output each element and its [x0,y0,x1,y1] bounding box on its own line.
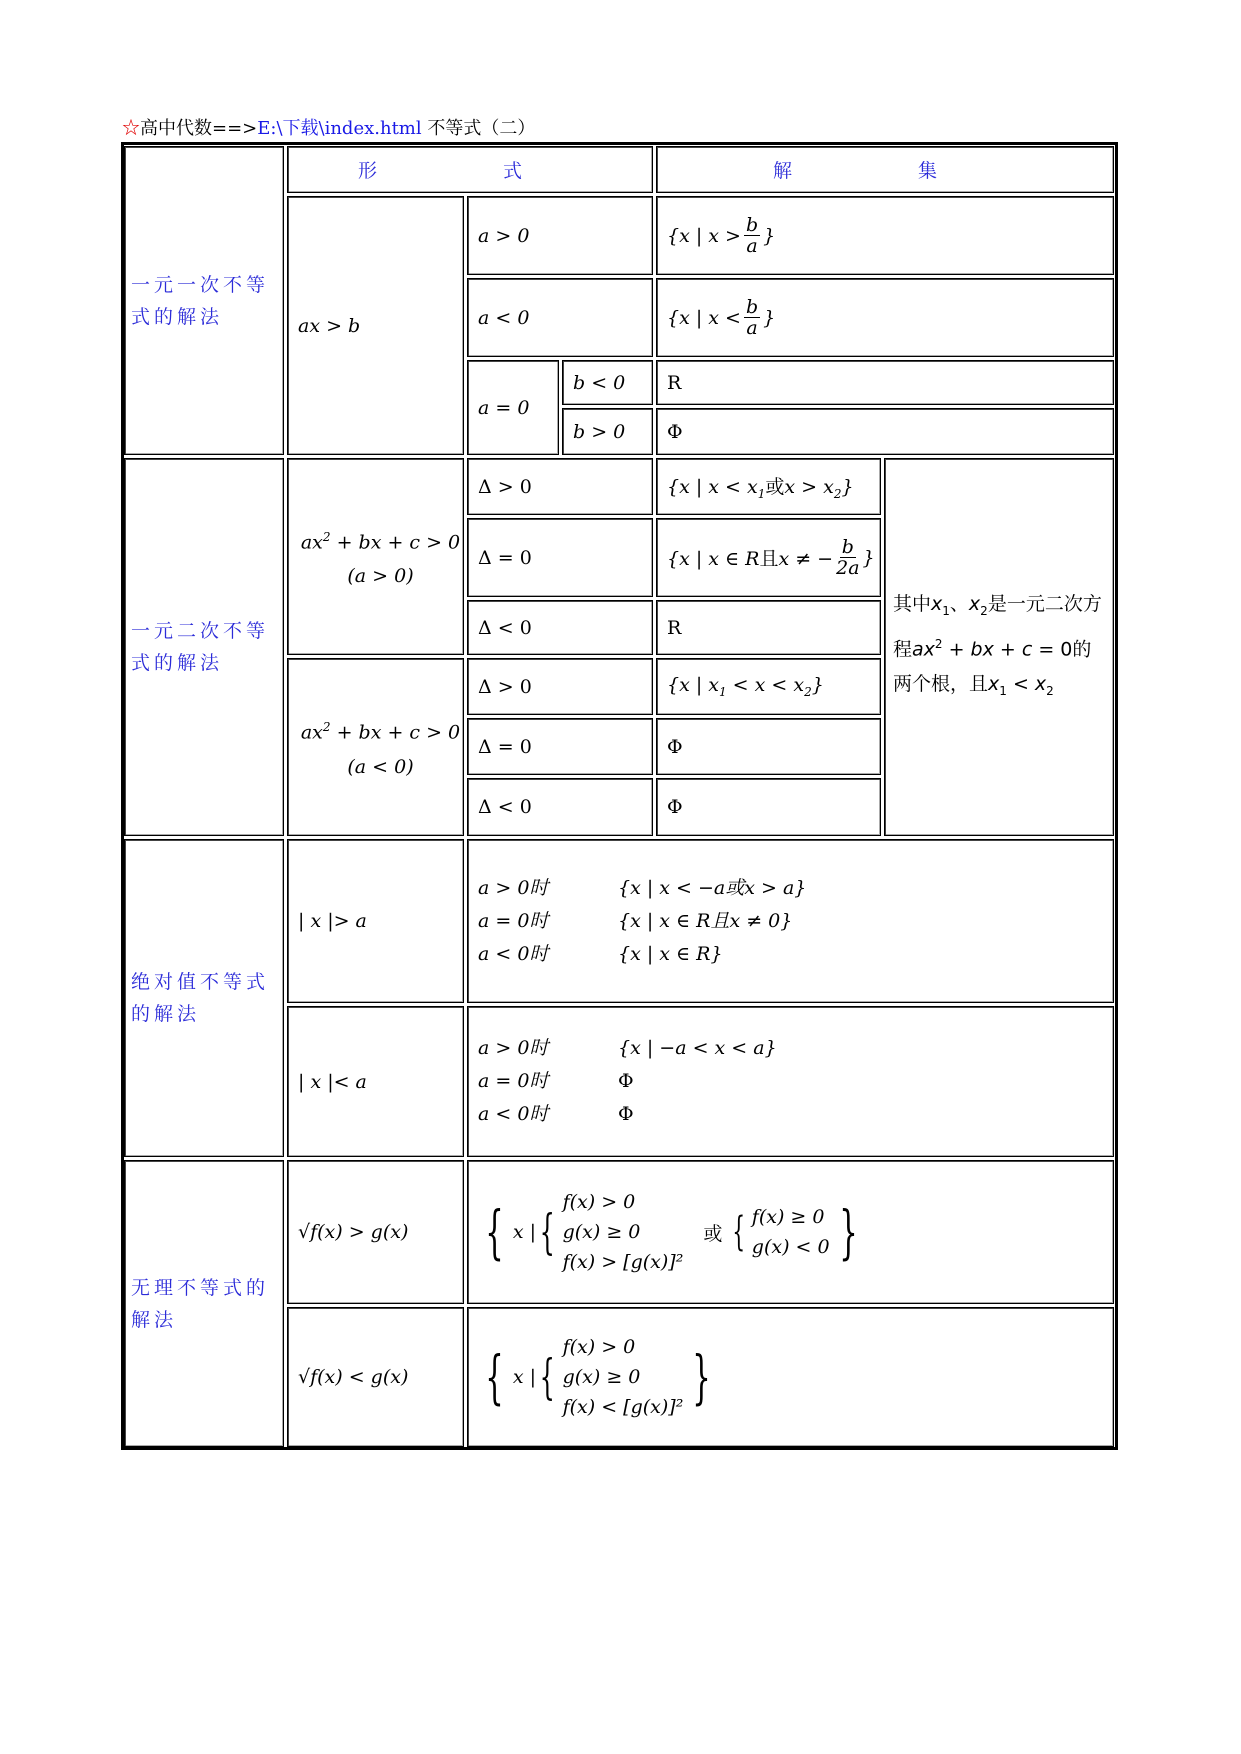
star-icon: ☆ [122,118,140,139]
quadratic-roots-note: 其中$x_1$、$x_2$是一元二次方程$ax^2$ + bx + c = 0的两个根，且$x_1 < x_2$ [884,458,1114,836]
absolute-solutions-gt [467,839,1114,1003]
linear-solution-b-pos: Φ [656,408,1114,455]
page-header [122,118,535,140]
quadratic-form-neg: $ax^2$ + bx + c > 0 (a < 0) [287,658,464,836]
category-linear: 一元一次不等式的解法 [124,146,284,455]
irrational-gt-system-1: f(x) > 0 g(x) ≥ 0 f(x) > [g(x)]² [562,1191,684,1273]
linear-solution-neg: {x | x < b a } [656,278,1114,357]
quadratic-solution-pos-1: {x | $x < x_1$或$x > x_2$} [656,458,881,515]
quadratic-solution-neg-2: Φ [656,718,881,775]
linear-cond-b-neg: b < 0 [562,360,653,405]
absolute-lt-row: a < 0时 Φ [478,1103,634,1125]
absolute-gt-row: a = 0时 {x | x ∈ R且x ≠ 0} [478,909,793,932]
linear-solution-pos: {x | x > b a } [656,196,1114,275]
category-irrational: 无理不等式的解法 [124,1160,284,1447]
quadratic-cond-pos-2: Δ = 0 [467,518,653,597]
linear-cond-neg: a < 0 [467,278,653,357]
quadratic-solution-neg-3: Φ [656,778,881,836]
irrational-solution-lt: { x | { f(x) > 0 g(x) ≥ 0 f(x) < [g(x)]² } [467,1307,1114,1447]
linear-solution-b-neg: R [656,360,1114,405]
quadratic-cond-neg-3: Δ < 0 [467,778,653,836]
absolute-lt-row: a = 0时 Φ [478,1070,634,1092]
irrational-lt-system: f(x) > 0 g(x) ≥ 0 f(x) < [g(x)]² [562,1336,684,1418]
absolute-form-gt: | x |> a [287,839,464,1003]
header-solution: 解 集 [656,146,1114,193]
category-absolute: 绝对值不等式的解法 [124,839,284,1157]
header-form: 形 式 [287,146,653,193]
irrational-gt-system-2: f(x) ≥ 0 g(x) < 0 [751,1206,830,1258]
irrational-form-lt: √f(x) < g(x) [287,1307,464,1447]
header-title: 不等式（二） [421,118,536,139]
file-link[interactable]: E:\下载\index.html [257,118,422,139]
absolute-lt-row: a > 0时 {x | −a < x < a} [478,1037,777,1059]
quadratic-cond-pos-1: Δ > 0 [467,458,653,515]
absolute-form-lt: | x |< a [287,1006,464,1157]
irrational-form-gt: √f(x) > g(x) [287,1160,464,1304]
irrational-solution-gt: { x | { f(x) > 0 g(x) ≥ 0 f(x) > [g(x)]² 或 { f(x) ≥ 0 g(x) < 0 } [467,1160,1114,1304]
quadratic-solution-neg-1: {x | $x_1 < x < x_2$} [656,658,881,715]
category-quadratic: 一元二次不等式的解法 [124,458,284,836]
quadratic-solution-pos-2: {x | x ∈ R且x ≠ − $\frac{b}{2a}$ } [656,518,881,597]
absolute-solutions-lt [467,1006,1114,1157]
linear-cond-zero: a = 0 [467,360,559,455]
header-prefix: 高中代数==> [140,118,258,139]
quadratic-cond-neg-2: Δ = 0 [467,718,653,775]
linear-form: ax > b [287,196,464,455]
linear-cond-b-pos: b > 0 [562,408,653,455]
quadratic-cond-neg-1: Δ > 0 [467,658,653,715]
absolute-gt-row: a > 0时 {x | x < −a或x > a} [478,876,807,899]
linear-cond-pos: a > 0 [467,196,653,275]
quadratic-cond-pos-3: Δ < 0 [467,600,653,655]
absolute-gt-row: a < 0时 {x | x ∈ R} [478,942,723,965]
quadratic-solution-pos-3: R [656,600,881,655]
quadratic-form-pos: $ax^2$ + bx + c > 0 (a > 0) [287,458,464,655]
